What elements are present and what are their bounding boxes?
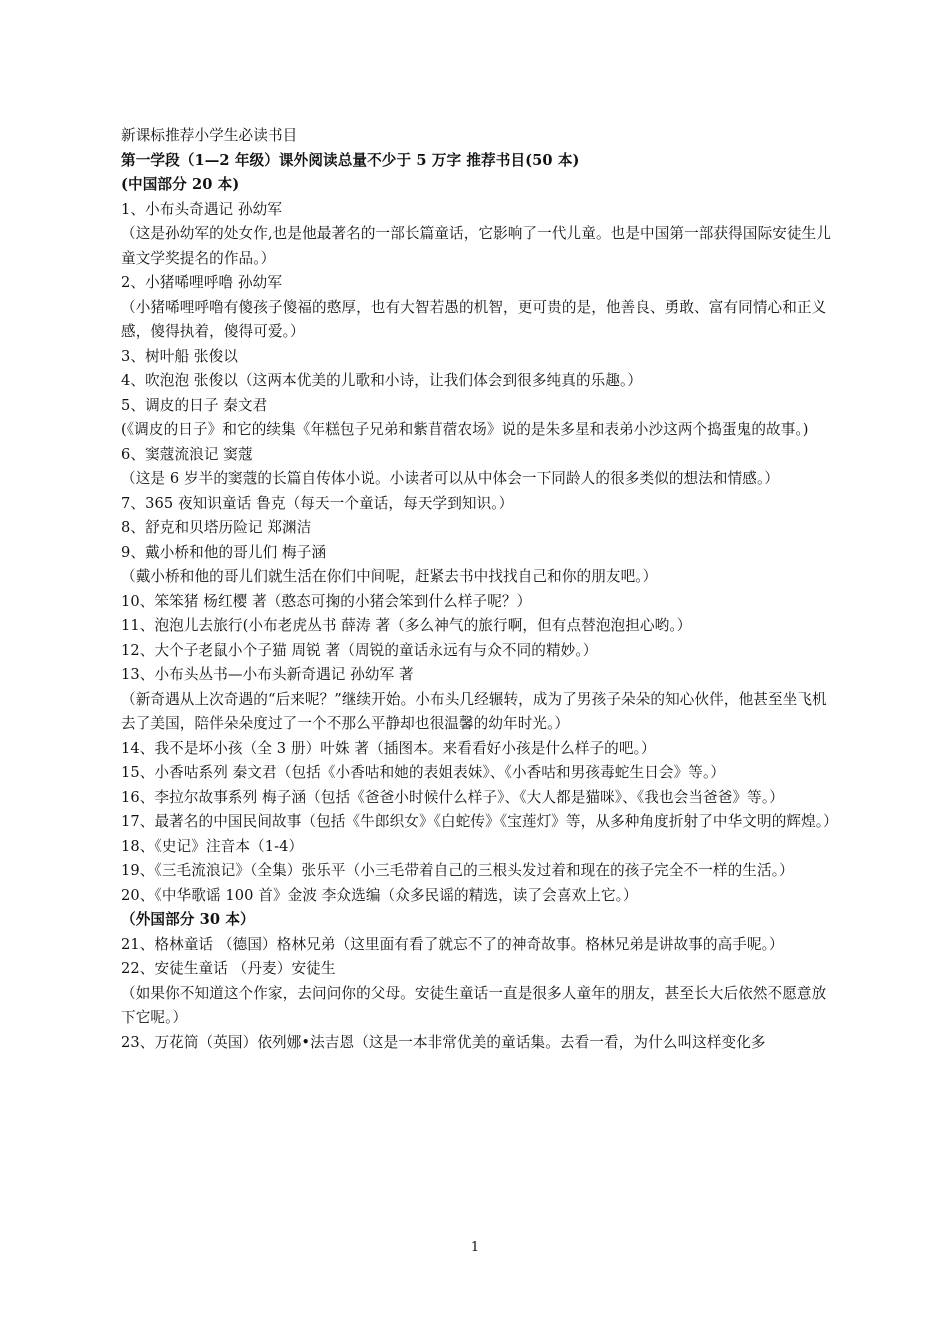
list-item: 3、树叶船 张俊以 [121, 347, 238, 365]
page-number: 1 [470, 1240, 480, 1255]
list-item: 21、格林童话 （德国）格林兄弟（这里面有看了就忘不了的神奇故事。格林兄弟是讲故事的高手呢。） [121, 935, 784, 953]
list-item-note: （新奇遇从上次奇遇的“后来呢？”继续开始。小布头几经辗转，成为了男孩子朵朵的知心伙伴，他甚至坐飞机去了美国，陪伴朵朵度过了一个不那么平静却也很温馨的幼年时光。） [121, 690, 827, 732]
list-item: 5、调皮的日子 秦文君 [121, 396, 268, 414]
list-item-note: （这是 6 岁半的窦蔻的长篇自传体小说。小读者可以从中体会一下同龄人的很多类似的想法和情感。） [121, 470, 780, 487]
list-item: 23、万花筒（英国）依列娜•法吉恩（这是一本非常优美的童话集。去看一看，为什么叫这样变化多 [121, 1033, 766, 1051]
list-item-note: （小猪唏哩呼噜有傻孩子傻福的憨厚，也有大智若愚的机智，更可贵的是，他善良、勇敢、富有同情心和正义感，傻得执着，傻得可爱。） [121, 298, 827, 340]
list-item: 20、《中华歌谣 100 首》金波 李众选编（众多民谣的精选，读了会喜欢上它。） [121, 886, 638, 904]
list-item: 11、泡泡儿去旅行(小布老虎丛书 薛涛 著（多么神气的旅行啊，但有点替泡泡担心哟。） [121, 617, 692, 634]
list-item-note: （这是孙幼军的处女作,也是他最著名的一部长篇童话，它影响了一代儿童。也是中国第一部获得国际安徒生儿童文学奖提名的作品。） [121, 225, 832, 267]
list-item: 6、窦蔻流浪记 窦蔻 [121, 445, 253, 463]
foreign-section-label: （外国部分 30 本） [121, 911, 255, 928]
list-item: 8、舒克和贝塔历险记 郑渊洁 [121, 519, 312, 536]
document-title: 新课标推荐小学生必读书目 [121, 127, 298, 144]
list-item: 12、大个子老鼠小个子猫 周锐 著（周锐的童话永远有与众不同的精妙。） [121, 641, 598, 659]
list-item-note: （如果你不知道这个作家，去问问你的父母。安徒生童话一直是很多人童年的朋友，甚至长大后依然不愿意放下它呢。） [121, 984, 827, 1026]
list-item: 15、小香咕系列 秦文君（包括《小香咕和她的表姐表妹》、《小香咕和男孩毒蛇生日会》等。） [121, 764, 726, 781]
list-item-note: （戴小桥和他的哥儿们就生活在你们中间呢，赶紧去书中找找自己和你的朋友吧。） [121, 568, 658, 585]
list-item: 14、我不是坏小孩（全 3 册）叶姝 著（插图本。来看看好小孩是什么样子的吧。） [121, 739, 656, 757]
list-item: 2、小猪唏哩呼噜 孙幼军 [121, 274, 283, 291]
chinese-section-label: (中国部分 20 本) [121, 176, 240, 193]
section-heading: 第一学段（1—2 年级）课外阅读总量不少于 5 万字 推荐书目(50 本) [121, 151, 580, 169]
document-body [121, 124, 838, 1055]
list-item: 10、笨笨猪 杨红樱 著（憨态可掬的小猪会笨到什么样子呢？） [121, 592, 532, 610]
list-item: 1、小布头奇遇记 孙幼军 [121, 200, 283, 218]
list-item: 4、吹泡泡 张俊以（这两本优美的儿歌和小诗，让我们体会到很多纯真的乐趣。） [121, 372, 643, 389]
list-item: 17、最著名的中国民间故事（包括《牛郎织女》《白蛇传》《宝莲灯》等，从多种角度折射了中华文明的辉煌。） [121, 813, 838, 830]
list-item: 16、李拉尔故事系列 梅子涵（包括《爸爸小时候什么样子》、《大人都是猫咪》、《我也会当爸爸》等。） [121, 788, 784, 806]
list-item: 7、365 夜知识童话 鲁克（每天一个童话，每天学到知识。） [121, 494, 514, 512]
list-item: 18、《史记》注音本（1-4） [121, 837, 304, 855]
list-item: 13、小布头丛书—小布头新奇遇记 孙幼军 著 [121, 666, 414, 683]
list-item: 22、安徒生童话 （丹麦）安徒生 [121, 960, 336, 977]
list-item: 19、《三毛流浪记》（全集）张乐平（小三毛带着自己的三根头发过着和现在的孩子完全不一样的生活。） [121, 862, 794, 879]
list-item: 9、戴小桥和他的哥儿们 梅子涵 [121, 543, 327, 561]
list-item-note: (《调皮的日子》和它的续集《年糕包子兄弟和紫苜蓿农场》说的是朱多星和表弟小沙这两个捣蛋鬼的故事。) [121, 421, 809, 438]
